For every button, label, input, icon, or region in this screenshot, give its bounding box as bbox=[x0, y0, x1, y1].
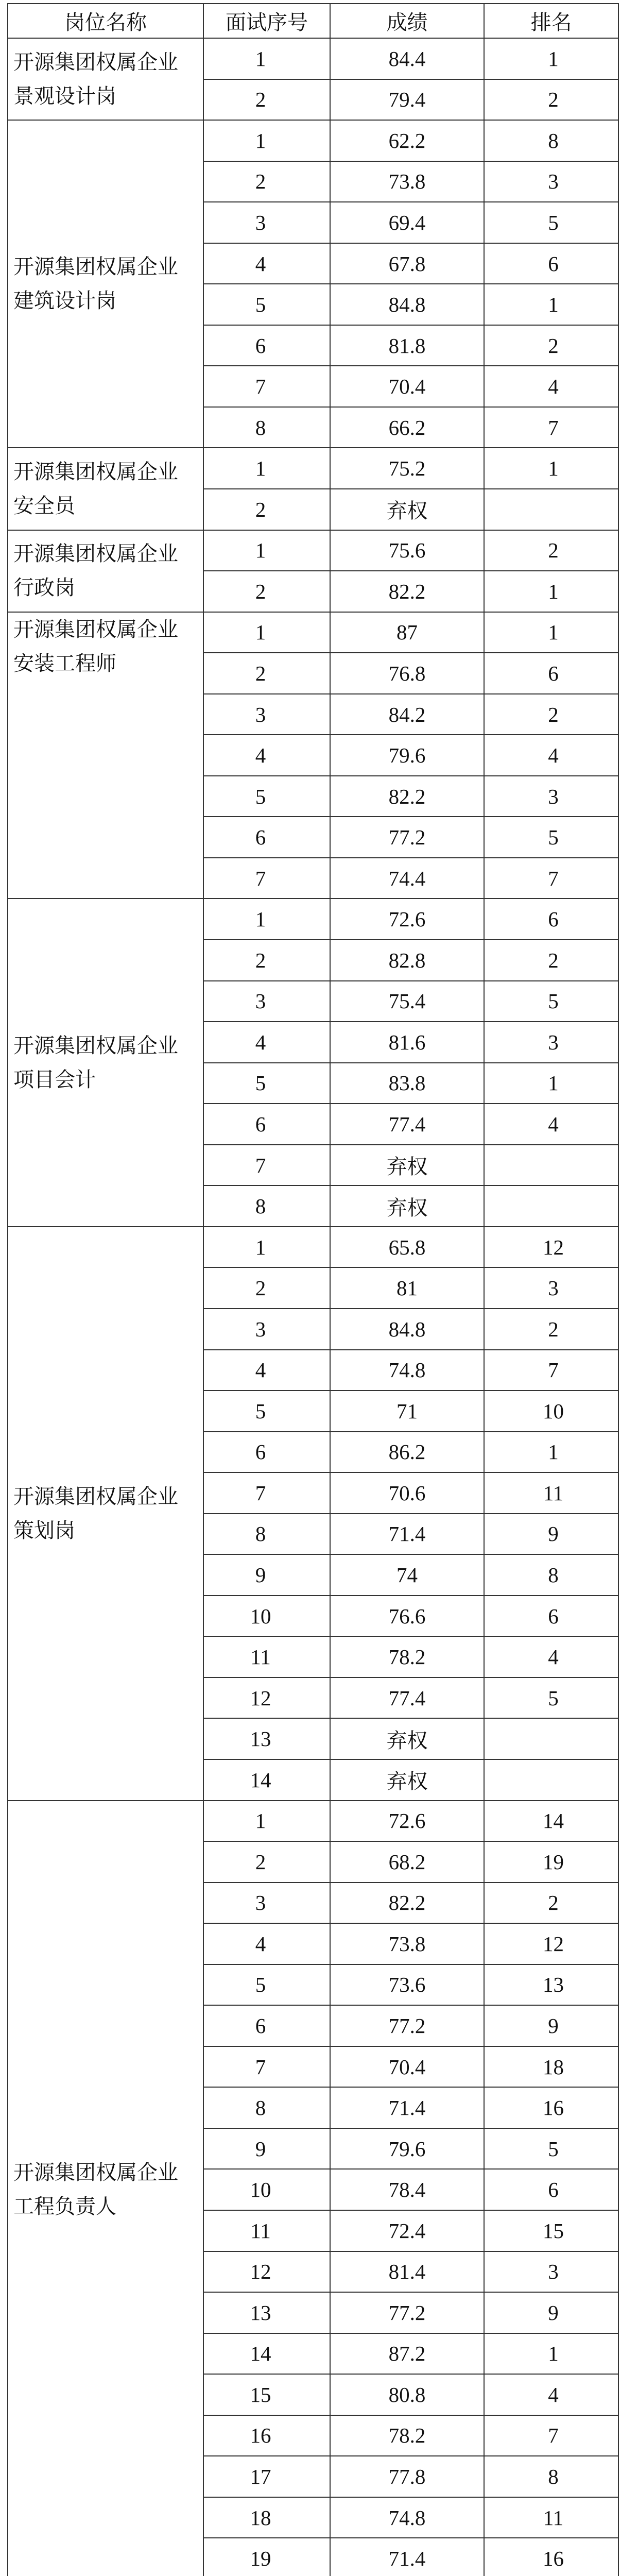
table-row bbox=[8, 448, 618, 489]
interview-number-cell: 1 bbox=[203, 1801, 330, 1842]
table-row bbox=[8, 120, 618, 161]
table-row bbox=[8, 38, 618, 79]
rank-cell: 3 bbox=[484, 2251, 618, 2293]
interview-number-cell: 7 bbox=[203, 366, 330, 407]
score-cell: 81.8 bbox=[330, 325, 484, 366]
interview-number-cell: 4 bbox=[203, 1022, 330, 1063]
interview-number-cell: 2 bbox=[203, 489, 330, 530]
interview-number-cell: 1 bbox=[203, 120, 330, 161]
score-cell: 弃权 bbox=[330, 1185, 484, 1227]
rank-cell: 16 bbox=[484, 2087, 618, 2128]
table-row bbox=[8, 1801, 618, 1842]
score-cell: 76.8 bbox=[330, 653, 484, 694]
interview-number-cell: 13 bbox=[203, 2292, 330, 2333]
interview-number-cell: 15 bbox=[203, 2374, 330, 2415]
rank-cell: 7 bbox=[484, 2415, 618, 2456]
interview-number-cell: 8 bbox=[203, 2087, 330, 2128]
rank-cell: 10 bbox=[484, 1391, 618, 1432]
rank-cell: 8 bbox=[484, 2456, 618, 2497]
score-cell: 87.2 bbox=[330, 2333, 484, 2375]
rank-cell: 9 bbox=[484, 1514, 618, 1555]
interview-number-cell: 2 bbox=[203, 571, 330, 612]
position-name-cell: 开源集团权属企业 行政岗 bbox=[8, 530, 203, 612]
score-cell: 82.2 bbox=[330, 571, 484, 612]
score-cell: 67.8 bbox=[330, 243, 484, 284]
interview-number-cell: 4 bbox=[203, 1923, 330, 1964]
rank-cell: 4 bbox=[484, 1636, 618, 1677]
score-cell: 82.2 bbox=[330, 1883, 484, 1924]
results-table bbox=[7, 3, 619, 2576]
rank-cell: 1 bbox=[484, 448, 618, 489]
interview-number-cell: 12 bbox=[203, 2251, 330, 2293]
rank-cell: 18 bbox=[484, 2046, 618, 2088]
interview-number-cell: 6 bbox=[203, 1432, 330, 1473]
score-cell: 73.8 bbox=[330, 1923, 484, 1964]
rank-cell: 19 bbox=[484, 1841, 618, 1883]
score-cell: 87 bbox=[330, 612, 484, 653]
rank-cell: 4 bbox=[484, 2374, 618, 2415]
interview-number-cell: 13 bbox=[203, 1718, 330, 1759]
rank-cell: 2 bbox=[484, 1883, 618, 1924]
score-cell: 70.4 bbox=[330, 2046, 484, 2088]
interview-number-cell: 4 bbox=[203, 735, 330, 776]
rank-cell: 4 bbox=[484, 366, 618, 407]
interview-number-cell: 17 bbox=[203, 2456, 330, 2497]
interview-number-cell: 3 bbox=[203, 1309, 330, 1350]
score-cell: 75.2 bbox=[330, 448, 484, 489]
score-cell: 72.6 bbox=[330, 1801, 484, 1842]
score-cell: 72.6 bbox=[330, 899, 484, 940]
interview-number-cell: 6 bbox=[203, 325, 330, 366]
score-cell: 77.4 bbox=[330, 1677, 484, 1719]
score-cell: 84.8 bbox=[330, 1309, 484, 1350]
interview-number-cell: 3 bbox=[203, 202, 330, 243]
interview-number-cell: 7 bbox=[203, 1472, 330, 1514]
interview-number-cell: 9 bbox=[203, 2128, 330, 2170]
interview-number-cell: 2 bbox=[203, 940, 330, 981]
interview-number-cell: 2 bbox=[203, 1841, 330, 1883]
table-body bbox=[8, 38, 618, 2576]
interview-number-cell: 1 bbox=[203, 38, 330, 79]
interview-number-cell: 1 bbox=[203, 448, 330, 489]
interview-number-cell: 10 bbox=[203, 1596, 330, 1637]
score-cell: 71.4 bbox=[330, 2087, 484, 2128]
rank-cell: 6 bbox=[484, 243, 618, 284]
score-cell: 71.4 bbox=[330, 1514, 484, 1555]
rank-cell: 6 bbox=[484, 899, 618, 940]
score-cell: 79.6 bbox=[330, 735, 484, 776]
interview-number-cell: 10 bbox=[203, 2169, 330, 2210]
rank-cell: 1 bbox=[484, 1063, 618, 1104]
score-cell: 84.4 bbox=[330, 38, 484, 79]
table-row bbox=[8, 1227, 618, 1268]
rank-cell: 2 bbox=[484, 79, 618, 121]
score-cell: 74 bbox=[330, 1554, 484, 1596]
rank-cell: 4 bbox=[484, 735, 618, 776]
score-cell: 77.2 bbox=[330, 2005, 484, 2046]
score-cell: 84.2 bbox=[330, 694, 484, 735]
rank-cell: 5 bbox=[484, 817, 618, 858]
interview-number-cell: 8 bbox=[203, 1514, 330, 1555]
interview-number-cell: 3 bbox=[203, 1883, 330, 1924]
interview-number-cell: 1 bbox=[203, 899, 330, 940]
rank-cell: 8 bbox=[484, 1554, 618, 1596]
rank-cell: 7 bbox=[484, 858, 618, 899]
rank-cell: 6 bbox=[484, 1596, 618, 1637]
interview-number-cell: 3 bbox=[203, 694, 330, 735]
score-cell: 76.6 bbox=[330, 1596, 484, 1637]
rank-cell: 14 bbox=[484, 1801, 618, 1842]
score-cell: 81.6 bbox=[330, 1022, 484, 1063]
interview-number-cell: 1 bbox=[203, 1227, 330, 1268]
interview-number-cell: 8 bbox=[203, 1185, 330, 1227]
rank-cell: 9 bbox=[484, 2005, 618, 2046]
interview-number-cell: 11 bbox=[203, 2210, 330, 2251]
interview-number-cell: 3 bbox=[203, 981, 330, 1022]
position-name-cell: 开源集团权属企业 工程负责人 bbox=[8, 1801, 203, 2576]
rank-cell: 1 bbox=[484, 38, 618, 79]
score-cell: 78.4 bbox=[330, 2169, 484, 2210]
interview-number-cell: 2 bbox=[203, 653, 330, 694]
rank-cell: 15 bbox=[484, 2210, 618, 2251]
rank-cell: 6 bbox=[484, 2169, 618, 2210]
rank-cell: 3 bbox=[484, 776, 618, 817]
score-cell: 弃权 bbox=[330, 1718, 484, 1759]
interview-number-cell: 7 bbox=[203, 858, 330, 899]
table-row bbox=[8, 530, 618, 571]
score-cell: 75.4 bbox=[330, 981, 484, 1022]
score-cell: 71 bbox=[330, 1391, 484, 1432]
rank-cell: 8 bbox=[484, 120, 618, 161]
score-cell: 80.8 bbox=[330, 2374, 484, 2415]
interview-number-cell: 11 bbox=[203, 1636, 330, 1677]
rank-cell: 7 bbox=[484, 1350, 618, 1391]
position-name-cell: 开源集团权属企业 安全员 bbox=[8, 448, 203, 530]
rank-cell: 2 bbox=[484, 325, 618, 366]
rank-cell bbox=[484, 1718, 618, 1759]
interview-number-cell: 7 bbox=[203, 1145, 330, 1186]
interview-number-cell: 2 bbox=[203, 1267, 330, 1309]
position-name-cell: 开源集团权属企业 景观设计岗 bbox=[8, 38, 203, 120]
interview-number-cell: 4 bbox=[203, 1350, 330, 1391]
interview-number-cell: 6 bbox=[203, 817, 330, 858]
score-cell: 72.4 bbox=[330, 2210, 484, 2251]
score-cell: 81.4 bbox=[330, 2251, 484, 2293]
interview-number-cell: 5 bbox=[203, 284, 330, 325]
rank-cell: 1 bbox=[484, 571, 618, 612]
rank-cell: 12 bbox=[484, 1923, 618, 1964]
rank-cell: 3 bbox=[484, 161, 618, 202]
score-cell: 79.6 bbox=[330, 2128, 484, 2170]
position-name-cell: 开源集团权属企业 策划岗 bbox=[8, 1227, 203, 1801]
interview-number-cell: 5 bbox=[203, 776, 330, 817]
rank-cell: 5 bbox=[484, 1677, 618, 1719]
rank-cell: 13 bbox=[484, 1964, 618, 2006]
rank-cell: 7 bbox=[484, 407, 618, 448]
interview-number-cell: 18 bbox=[203, 2497, 330, 2538]
position-name-cell: 开源集团权属企业 安装工程师 bbox=[8, 612, 203, 899]
score-cell: 77.4 bbox=[330, 1104, 484, 1145]
score-cell: 77.8 bbox=[330, 2456, 484, 2497]
header-row bbox=[8, 4, 618, 38]
rank-cell: 1 bbox=[484, 2333, 618, 2375]
score-cell: 86.2 bbox=[330, 1432, 484, 1473]
interview-number-cell: 14 bbox=[203, 1759, 330, 1801]
interview-number-cell: 1 bbox=[203, 612, 330, 653]
rank-cell: 2 bbox=[484, 940, 618, 981]
rank-cell: 1 bbox=[484, 1432, 618, 1473]
rank-cell: 9 bbox=[484, 2292, 618, 2333]
rank-cell: 2 bbox=[484, 694, 618, 735]
score-cell: 74.8 bbox=[330, 1350, 484, 1391]
score-cell: 弃权 bbox=[330, 1145, 484, 1186]
score-cell: 82.8 bbox=[330, 940, 484, 981]
rank-cell: 3 bbox=[484, 1267, 618, 1309]
score-cell: 77.2 bbox=[330, 2292, 484, 2333]
rank-cell: 11 bbox=[484, 1472, 618, 1514]
interview-number-cell: 19 bbox=[203, 2538, 330, 2576]
score-cell: 74.8 bbox=[330, 2497, 484, 2538]
rank-cell bbox=[484, 1759, 618, 1801]
position-name-cell: 开源集团权属企业 建筑设计岗 bbox=[8, 120, 203, 448]
rank-cell: 5 bbox=[484, 2128, 618, 2170]
score-cell: 73.8 bbox=[330, 161, 484, 202]
score-cell: 82.2 bbox=[330, 776, 484, 817]
score-cell: 84.8 bbox=[330, 284, 484, 325]
score-cell: 70.4 bbox=[330, 366, 484, 407]
score-cell: 77.2 bbox=[330, 817, 484, 858]
rank-cell: 2 bbox=[484, 530, 618, 571]
score-cell: 65.8 bbox=[330, 1227, 484, 1268]
rank-cell: 5 bbox=[484, 202, 618, 243]
header-rank: 排名 bbox=[484, 4, 618, 38]
score-cell: 69.4 bbox=[330, 202, 484, 243]
header-interview-number: 面试序号 bbox=[203, 4, 330, 38]
interview-number-cell: 2 bbox=[203, 79, 330, 121]
interview-number-cell: 16 bbox=[203, 2415, 330, 2456]
score-cell: 71.4 bbox=[330, 2538, 484, 2576]
interview-number-cell: 5 bbox=[203, 1391, 330, 1432]
score-cell: 弃权 bbox=[330, 489, 484, 530]
score-cell: 73.6 bbox=[330, 1964, 484, 2006]
rank-cell: 11 bbox=[484, 2497, 618, 2538]
interview-number-cell: 6 bbox=[203, 1104, 330, 1145]
position-name-cell: 开源集团权属企业 项目会计 bbox=[8, 899, 203, 1226]
interview-number-cell: 5 bbox=[203, 1964, 330, 2006]
score-cell: 70.6 bbox=[330, 1472, 484, 1514]
rank-cell: 4 bbox=[484, 1104, 618, 1145]
rank-cell bbox=[484, 1185, 618, 1227]
interview-number-cell: 6 bbox=[203, 2005, 330, 2046]
score-cell: 弃权 bbox=[330, 1759, 484, 1801]
rank-cell bbox=[484, 489, 618, 530]
score-cell: 66.2 bbox=[330, 407, 484, 448]
score-cell: 78.2 bbox=[330, 2415, 484, 2456]
header-position: 岗位名称 bbox=[8, 4, 203, 38]
score-cell: 83.8 bbox=[330, 1063, 484, 1104]
score-cell: 79.4 bbox=[330, 79, 484, 121]
rank-cell bbox=[484, 1145, 618, 1186]
rank-cell: 2 bbox=[484, 1309, 618, 1350]
score-cell: 62.2 bbox=[330, 120, 484, 161]
interview-number-cell: 8 bbox=[203, 407, 330, 448]
interview-number-cell: 9 bbox=[203, 1554, 330, 1596]
interview-number-cell: 14 bbox=[203, 2333, 330, 2375]
interview-number-cell: 5 bbox=[203, 1063, 330, 1104]
score-cell: 68.2 bbox=[330, 1841, 484, 1883]
header-score: 成绩 bbox=[330, 4, 484, 38]
table-row bbox=[8, 612, 618, 653]
rank-cell: 12 bbox=[484, 1227, 618, 1268]
interview-number-cell: 1 bbox=[203, 530, 330, 571]
score-cell: 78.2 bbox=[330, 1636, 484, 1677]
score-cell: 74.4 bbox=[330, 858, 484, 899]
rank-cell: 1 bbox=[484, 612, 618, 653]
interview-number-cell: 2 bbox=[203, 161, 330, 202]
table-row bbox=[8, 899, 618, 940]
rank-cell: 5 bbox=[484, 981, 618, 1022]
interview-number-cell: 4 bbox=[203, 243, 330, 284]
interview-number-cell: 12 bbox=[203, 1677, 330, 1719]
rank-cell: 1 bbox=[484, 284, 618, 325]
score-cell: 75.6 bbox=[330, 530, 484, 571]
rank-cell: 6 bbox=[484, 653, 618, 694]
rank-cell: 16 bbox=[484, 2538, 618, 2576]
rank-cell: 3 bbox=[484, 1022, 618, 1063]
score-cell: 81 bbox=[330, 1267, 484, 1309]
interview-number-cell: 7 bbox=[203, 2046, 330, 2088]
